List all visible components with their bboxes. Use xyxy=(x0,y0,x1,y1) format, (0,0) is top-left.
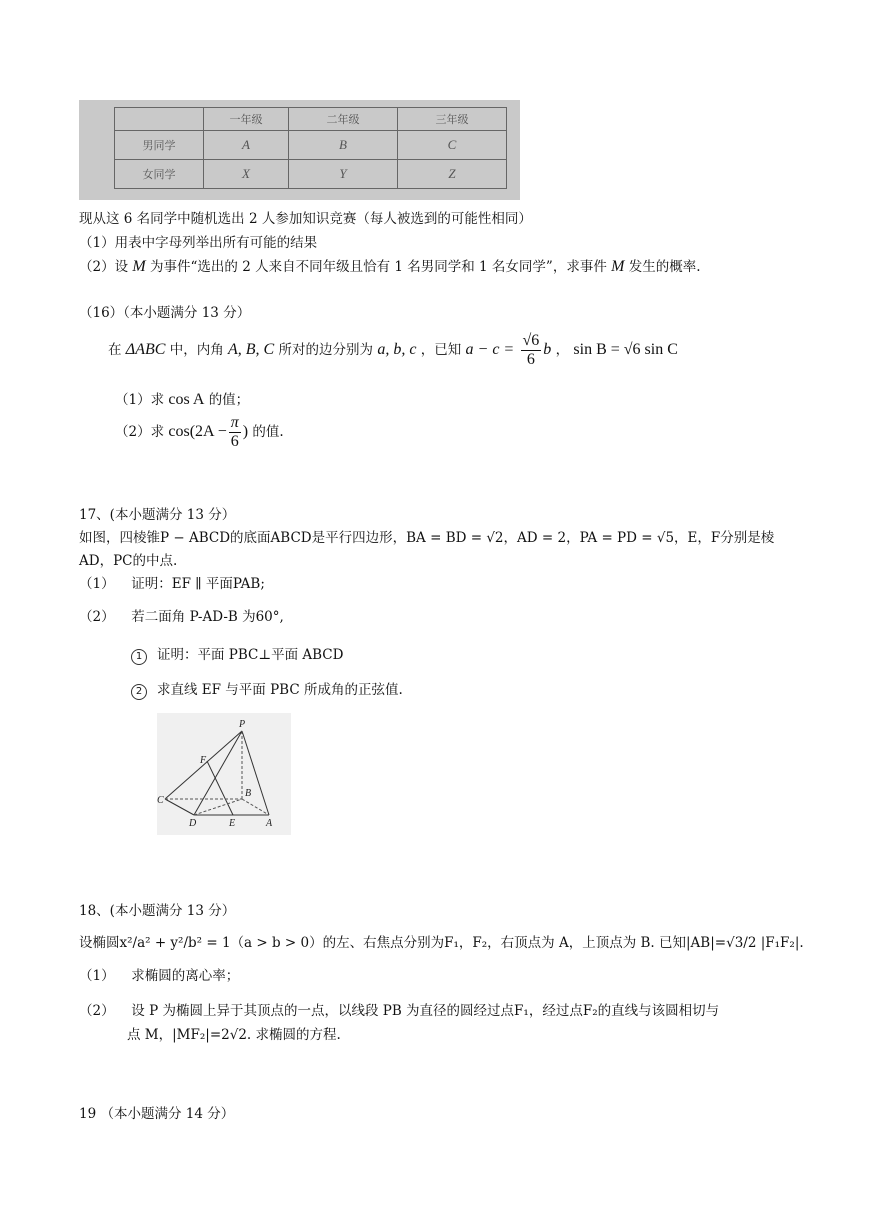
label-d: D xyxy=(189,818,197,829)
q18-part1 xyxy=(79,964,239,984)
q15-part2-b: 为事件“选出的 2 人来自不同年级且恰有 1 名男同学和 1 名女同学”，求事件 xyxy=(150,259,607,275)
table-header: 一年级 xyxy=(204,108,289,131)
circled-number-1: 1 xyxy=(131,649,147,665)
table-cell: C xyxy=(398,131,507,160)
q15-var-m: M xyxy=(611,258,625,275)
fraction-denominator: 6 xyxy=(526,351,535,368)
q17-header: 17、(本小题满分 13 分） xyxy=(79,507,236,523)
q16-part1-a: （1）求 xyxy=(115,392,165,408)
edge-cd xyxy=(165,799,194,815)
q17-part1-text: 证明：EF ∥ 平面PAB; xyxy=(131,576,265,592)
table-row-label: 男同学 xyxy=(115,131,204,160)
q16-part2-a: （2）求 xyxy=(115,424,165,440)
q16-stem-a: 在 xyxy=(108,342,122,358)
table-cell: Z xyxy=(398,160,507,189)
q16-stem-d: ，已知 xyxy=(420,342,462,358)
q16-eq1-fraction xyxy=(521,332,542,369)
q16-part1-expr: cos A xyxy=(168,391,205,408)
q17-stem-line2: AD，PC的中点. xyxy=(79,553,178,569)
grade-table-scan xyxy=(79,100,520,200)
q17-sub2-text: 求直线 EF 与平面 PBC 所成角的正弦值. xyxy=(157,682,403,698)
label-a: A xyxy=(266,818,273,829)
circled-number-2: 2 xyxy=(131,684,147,700)
q17-part2-number: （2） xyxy=(79,609,115,625)
fraction-numerator: √6 xyxy=(522,332,540,349)
q16-stem xyxy=(108,332,678,369)
table-cell: Y xyxy=(289,160,398,189)
q17-part1 xyxy=(79,572,265,592)
q16-header: （16）（本小题满分 13 分） xyxy=(79,305,251,321)
q16-part2 xyxy=(115,414,284,451)
q15-part2-a: （2）设 xyxy=(79,259,129,275)
label-b: B xyxy=(245,788,252,799)
q16-angles: A, B, C xyxy=(228,341,275,358)
q18-part1-number: （1） xyxy=(79,968,115,984)
q17-sub2 xyxy=(131,678,403,700)
q17-sub1-text: 证明：平面 PBC⊥平面 ABCD xyxy=(157,647,344,663)
q17-sub1 xyxy=(131,643,343,665)
label-f: F xyxy=(200,755,207,766)
table-row-label: 女同学 xyxy=(115,160,204,189)
q17-part2 xyxy=(79,605,284,625)
label-c: C xyxy=(157,795,164,806)
q18-stem: 设椭圆x²/a² + y²/b² = 1（a > b > 0）的左、右焦点分别为F₁，F₂，右顶点为 A，上顶点为 B. 已知|AB|=√3/2 |F₁F₂|. xyxy=(79,935,804,951)
q18-part1-text: 求椭圆的离心率； xyxy=(131,968,240,984)
table-header: 三年级 xyxy=(398,108,507,131)
q16-part1-b: 的值； xyxy=(208,392,250,408)
pyramid-diagram xyxy=(157,713,291,835)
q16-stem-b: 中，内角 xyxy=(169,342,224,358)
label-p: P xyxy=(239,719,246,730)
q15-intro: 现从这 6 名同学中随机选出 2 人参加知识竞赛（每人被选到的可能性相同） xyxy=(79,211,532,227)
fraction-denominator: 6 xyxy=(230,433,239,450)
table-cell: B xyxy=(289,131,398,160)
q16-stem-e: ， xyxy=(555,342,570,358)
q18-part2-text1: 设 P 为椭圆上异于其顶点的一点，以线段 PB 为直径的圆经过点F₁，经过点F₂的直线与该圆相切与 xyxy=(131,1003,720,1019)
q17-stem-line1: 如图，四棱锥P − ABCD的底面ABCD是平行四边形，BA = BD = √2，AD = 2，PA = PD = √5，E，F分别是棱 xyxy=(79,530,775,546)
q16-part1 xyxy=(115,388,249,409)
pyramid-figure xyxy=(157,713,291,835)
q17-part1-number: （1） xyxy=(79,576,115,592)
q16-part2-close: ) xyxy=(242,423,249,440)
q16-eq1-lhs: a − c = xyxy=(465,341,515,358)
table-cell: X xyxy=(204,160,289,189)
q16-eq2: sin B = √6 sin C xyxy=(573,341,678,358)
table-header: 二年级 xyxy=(289,108,398,131)
q16-eq1-b: b xyxy=(543,341,552,358)
edge-pa xyxy=(242,731,269,815)
q15-var-m: M xyxy=(132,258,146,275)
q16-part2-fraction xyxy=(229,414,241,451)
q18-part2-line2: 点 M，|MF₂|=2√2. 求椭圆的方程. xyxy=(127,1027,341,1043)
q18-part2-number: （2） xyxy=(79,1003,115,1019)
q16-part2-b: 的值. xyxy=(252,424,284,440)
q16-sides: a, b, c xyxy=(377,341,417,358)
fraction-numerator: π xyxy=(230,414,239,431)
q15-part2-c: 发生的概率. xyxy=(628,259,701,275)
edge-pd xyxy=(194,731,242,815)
label-e: E xyxy=(229,818,236,829)
q16-stem-c: 所对的边分别为 xyxy=(278,342,374,358)
q15-part2 xyxy=(79,255,701,276)
q18-header: 18、(本小题满分 13 分） xyxy=(79,903,236,919)
table-cell: A xyxy=(204,131,289,160)
q18-part2-line1 xyxy=(79,999,719,1019)
grade-table xyxy=(114,107,507,189)
q17-part2-text: 若二面角 P-AD-B 为60°, xyxy=(131,609,284,625)
q15-part1: （1）用表中字母列举出所有可能的结果 xyxy=(79,235,318,251)
table-corner xyxy=(115,108,204,131)
q16-part2-expr: cos(2A − xyxy=(168,423,227,440)
q19-header: 19 （本小题满分 14 分） xyxy=(79,1106,235,1122)
q16-triangle: ΔABC xyxy=(125,341,166,358)
